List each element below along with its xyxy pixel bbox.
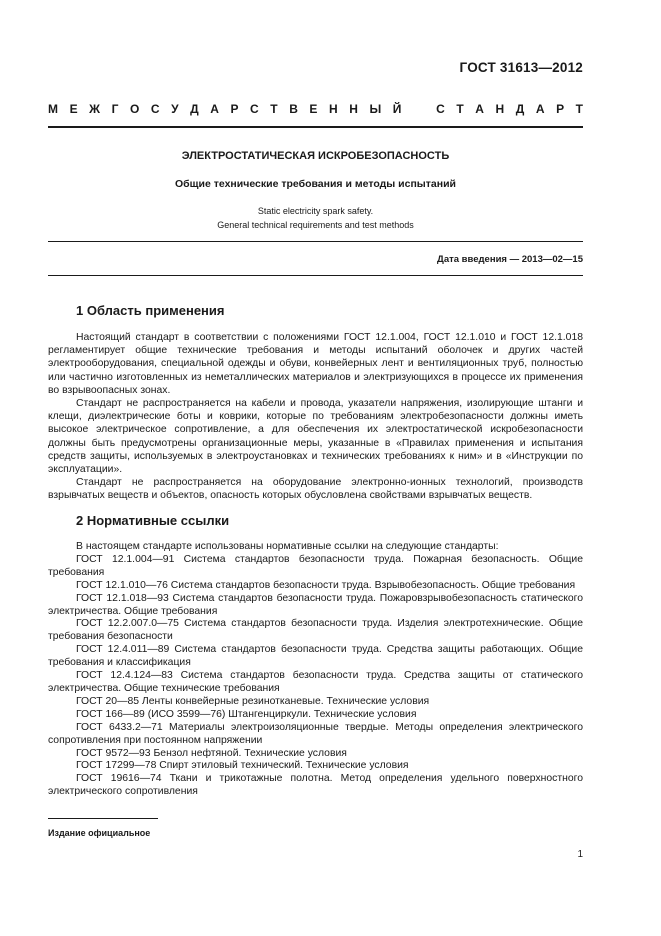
standard-type-letter: А — [535, 102, 545, 116]
title-divider-bottom — [48, 275, 583, 276]
title-divider-top — [48, 241, 583, 242]
english-title-line: Static electricity spark safety. — [257, 206, 374, 216]
paragraph: Стандарт не распространяется на кабели и провода, указатели напряжения, изолирующие штанги и клещи, диэлектрические боты и коврики, которые по требованиям электробезопасности должны иметь высокое электрическое сопротивление, а для обеспечения их электростатической искробезопасности должны быть предусмотрены организационные меры, указанные в «Правилах применения и испытания средств защиты, используемых в электроустановках и технических требованиях к ним» и в «Инструкции по эксплуатации». — [48, 398, 583, 476]
standard-type-letter: В — [289, 102, 298, 116]
reference-item: ГОСТ 6433.2—71 Материалы электроизоляционные твердые. Методы определения электрического сопротивления при постоянном напряжении — [48, 721, 583, 746]
reference-item: ГОСТ 12.1.004—91 Система стандартов безопасности труда. Пожарная безопасность. Общие требования — [48, 553, 583, 578]
standard-type-letter: А — [210, 102, 219, 116]
document-title: ЭЛЕКТРОСТАТИЧЕСКАЯ ИСКРОБЕЗОПАСНОСТЬ — [181, 150, 450, 162]
document-code: ГОСТ 31613—2012 — [459, 60, 583, 75]
standard-type-letter: С — [436, 102, 445, 116]
standard-type-letter: Р — [230, 102, 239, 116]
reference-item: ГОСТ 9572—93 Бензол нефтяной. Технические условия — [76, 747, 347, 759]
standard-type-letter: Е — [69, 102, 78, 116]
reference-item: ГОСТ 12.2.007.0—75 Система стандартов безопасности труда. Изделия электротехнические. Общие требования безопасности — [48, 618, 583, 643]
english-title — [48, 204, 583, 232]
section-heading-scope: 1 Область применения — [76, 303, 225, 318]
edition-note: Издание официальное — [48, 828, 151, 838]
standard-type-letter: Н — [329, 102, 338, 116]
standard-type-letter: Ж — [89, 102, 100, 116]
standard-type-letter: Е — [309, 102, 318, 116]
page-number: 1 — [577, 849, 583, 860]
reference-item: ГОСТ 12.4.011—89 Система стандартов безопасности труда. Средства защиты работающих. Общие требования и классификация — [48, 644, 583, 669]
standard-type-letter: Д — [515, 102, 525, 116]
reference-item: ГОСТ 12.1.018—93 Система стандартов безопасности труда. Пожаровзрывобезопасность статического электричества. Общие требования — [48, 592, 583, 617]
standard-type-letter: Т — [575, 102, 583, 116]
standard-type-letter: Н — [349, 102, 358, 116]
reference-item: ГОСТ 12.1.010—76 Система стандартов безопасности труда. Взрывобезопасность. Общие требования — [76, 579, 576, 591]
standard-type-letter: С — [150, 102, 160, 116]
standard-type-letter: О — [129, 102, 140, 116]
paragraph: Настоящий стандарт в соответствии с положениями ГОСТ 12.1.004, ГОСТ 12.1.010 и ГОСТ 12.1.018 регламентирует общие технические требования и методы испытаний оболочек и других частей электрооборудования, специальной одежды и обуви, конвейерных лент и вентиляционных труб, полностью или частично изготовленных из неметаллических материалов и электризующихся в процессе их применения во взрывоопасных зонах. — [48, 332, 583, 396]
standard-type-heading — [48, 102, 583, 116]
standard-type-letter: М — [48, 102, 58, 116]
references-intro: В настоящем стандарте использованы нормативные ссылки на следующие стандарты: — [76, 541, 499, 552]
standard-type-letter: Д — [190, 102, 199, 116]
section-scope-body — [48, 331, 583, 503]
standard-type-letter: Г — [111, 102, 119, 116]
introduction-date: Дата введения — 2013—02—15 — [437, 254, 583, 265]
reference-item: ГОСТ 20—85 Ленты конвейерные резинотканевые. Технические условия — [76, 695, 430, 707]
standard-type-letter: Т — [270, 102, 278, 116]
english-title-line: General technical requirements and test methods — [217, 220, 414, 230]
reference-item: ГОСТ 19616—74 Ткани и трикотажные полотна. Метод определения удельного поверхностного электрического сопротивления — [48, 773, 583, 798]
standard-type-letter: А — [475, 102, 484, 116]
standard-type-letter: Ы — [369, 102, 382, 116]
document-subtitle: Общие технические требования и методы испытаний — [175, 178, 456, 190]
standard-type-letter: С — [250, 102, 259, 116]
footer-divider — [48, 818, 158, 819]
reference-item: ГОСТ 166—89 (ИСО 3599—76) Штангенциркули. Технические условия — [76, 708, 417, 720]
standard-type-letter: Й — [392, 102, 402, 116]
standard-type-letter: Т — [456, 102, 464, 116]
references-list — [48, 541, 583, 799]
section-heading-references: 2 Нормативные ссылки — [76, 513, 230, 528]
reference-item: ГОСТ 17299—78 Спирт этиловый технический. Технические условия — [76, 760, 409, 772]
reference-item: ГОСТ 12.4.124—83 Система стандартов безопасности труда. Средства защиты от статического электричества. Общие технические требования — [48, 670, 583, 694]
standard-type-letter: Р — [556, 102, 565, 116]
standard-type-letter: Н — [495, 102, 505, 116]
standard-type-letter: У — [171, 102, 179, 116]
paragraph: Стандарт не распространяется на оборудование электронно-ионных технологий, производств взрывчатых веществ и объектов, опасность которых обусловлена свойствами взрывчатых веществ. — [48, 477, 583, 502]
header-divider — [48, 126, 583, 128]
